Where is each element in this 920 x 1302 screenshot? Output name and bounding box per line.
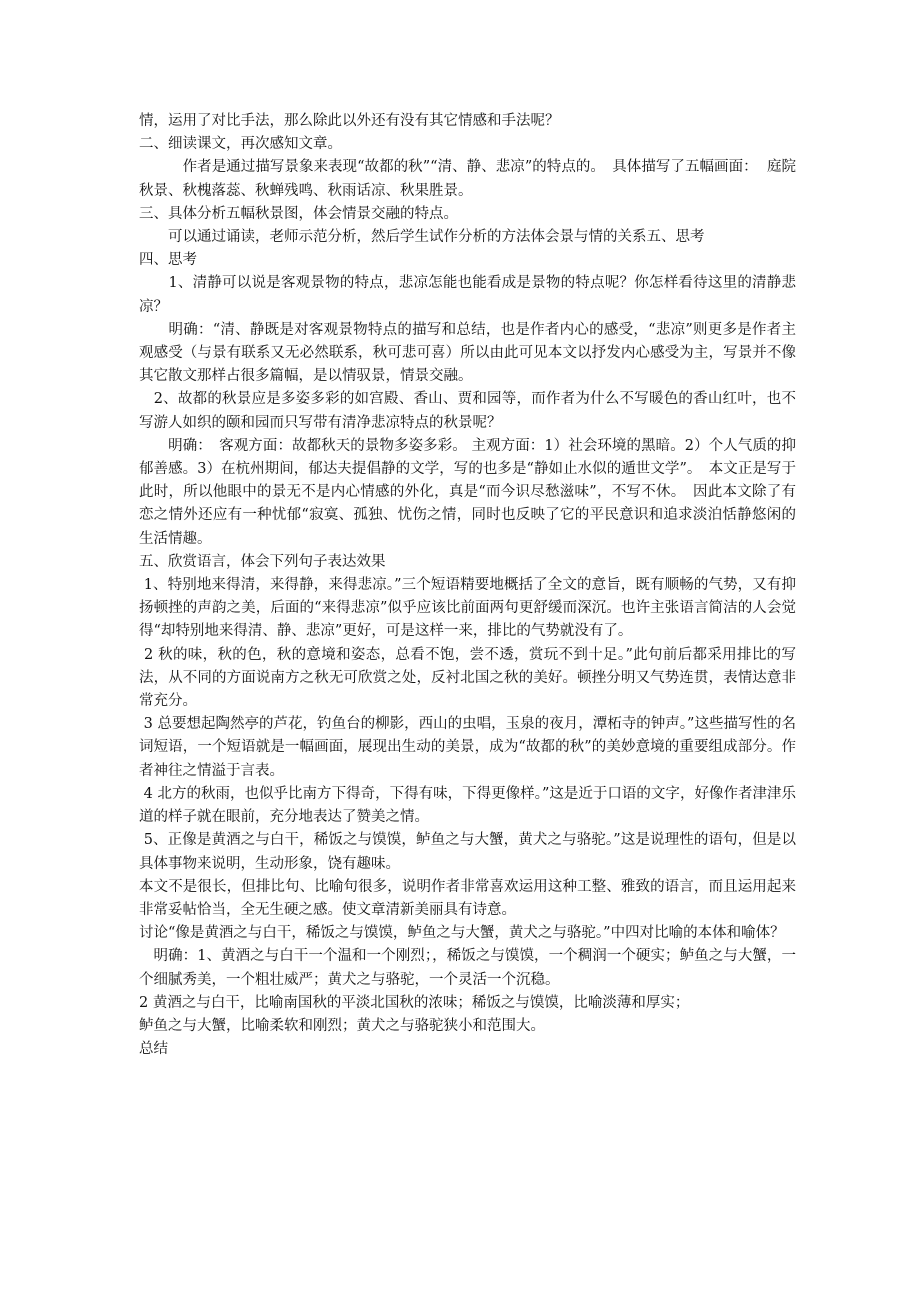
paragraph: 本文不是很长，但排比句、比喻句很多，说明作者非常喜欢运用这种工整、雅致的语言，而且运用起来非常妥帖恰当，全无生硬之感。使文章清新美丽具有诗意。 xyxy=(139,878,796,918)
paragraph: 1、清静可以说是客观景物的特点，悲凉怎能也能看成是景物的特点呢？你怎样看待这里的清静悲凉？ xyxy=(139,275,796,315)
paragraph: 4 北方的秋雨，也似乎比南方下得奇，下得有味，下得更像样。”这是近于口语的文字，好像作者津津乐道的样子就在眼前，充分地表达了赞美之情。 xyxy=(139,785,797,826)
paragraph: 明确：1、黄酒之与白干一个温和一个刚烈；，稀饭之与馍馍，一个稠润一个硬实；鲈鱼之与大蟹，一个细腻秀美，一个粗壮威严；黄犬之与骆驼，一个灵活一个沉稳。 xyxy=(139,948,796,988)
paragraph: 作者是通过描写景象来表现“故都的秋”“清、静、悲凉”的特点的。 具体描写了五幅画面： 庭院秋景、秋槐落蕊、秋蝉残鸣、秋雨话凉、秋果胜景。 xyxy=(139,159,796,199)
paragraph: 1、特别地来得清，来得静，来得悲凉。”三个短语精要地概括了全文的意旨，既有顺畅的气势，又有抑扬顿挫的声韵之美，后面的“来得悲凉”似乎应该比前面两句更舒缓而深沉。也许主张语言简洁的人会觉得“却特别地来得清、静、悲凉”更好，可是这样一来，排比的气势就没有了。 xyxy=(139,577,796,640)
section-heading: 五、欣赏语言，体会下列句子表达效果 xyxy=(139,553,386,570)
section-heading: 二、细读课文，再次感知文章。 xyxy=(139,136,342,153)
paragraph: 讨论“像是黄酒之与白干，稀饭之与馍馍，鲈鱼之与大蟹，黄犬之与骆驼。”中四对比喻的本体和喻体？ xyxy=(139,925,785,942)
paragraph: 3 总要想起陶然亭的芦花，钓鱼台的柳影，西山的虫唱，玉泉的夜月，潭柘寺的钟声。”这些描写性的名词短语，一个短语就是一幅画面，展现出生动的美景，成为“故都的秋”的美妙意境的重要组成部分。作者神往之情溢于言表。 xyxy=(139,716,797,779)
paragraph: 2、故都的秋景应是多姿多彩的如宫殿、香山、贾和园等，而作者为什么不写暖色的香山红叶，也不写游人如织的颐和园而只写带有清净悲凉特点的秋景呢？ xyxy=(139,391,796,431)
section-heading: 总结 xyxy=(139,1041,168,1058)
paragraph: 2 秋的味，秋的色，秋的意境和姿态，总看不饱，尝不透，赏玩不到十足。”此句前后都采用排比的写法，从不同的方面说南方之秋无可欣赏之处，反衬北国之秋的美好。顿挫分明又气势连贯，表情达意非常充分。 xyxy=(139,646,797,710)
paragraph: 2 黄酒之与白干，比喻南国秋的平淡北国秋的浓味；稀饭之与馍馍，比喻淡薄和厚实； xyxy=(139,994,690,1011)
section-heading: 三、具体分析五幅秋景图，体会情景交融的特点。 xyxy=(139,205,458,222)
paragraph: 情，运用了对比手法，那么除此以外还有没有其它情感和手法呢？ xyxy=(139,113,560,129)
section-heading: 四、思考 xyxy=(139,252,197,269)
paragraph: 明确： 客观方面：故都秋天的景物多姿多彩。 主观方面：1）社会环境的黑暗。2）个人气质的抑郁善感。3）在杭州期间，郁达夫提倡静的文学，写的也多是“静如止水似的遁世文学”。 本文正是写于此时，所以他眼中的景无不是内心情感的外化，真是“而今识尽愁滋味”，不写不休。 因此本文除了有恋之情外还应有一种忧郁“寂寞、孤独、忧伤之情，同时也反映了它的平民意识和追求淡泊恬静悠闲的生活情趣。 xyxy=(139,437,796,547)
paragraph: 鲈鱼之与大蟹，比喻柔软和刚烈；黄犬之与骆驼狭小和范围大。 xyxy=(139,1017,545,1034)
paragraph: 5、正像是黄酒之与白干，稀饭之与馍馍，鲈鱼之与大蟹，黄犬之与骆驼。”这是说理性的语句，但是以具体事物来说明，生动形象，饶有趣味。 xyxy=(139,832,796,872)
paragraph: 可以通过诵读，老师示范分析，然后学生试作分析的方法体会景与情的关系五、思考 xyxy=(139,229,705,246)
paragraph: 明确：“清、静既是对客观景物特点的描写和总结，也是作者内心的感受，“悲凉”则更多是作者主观感受（与景有联系又无必然联系，秋可悲可喜）所以由此可见本文以抒发内心感受为主，写景并不像其它散文那样占很多篇幅，是以情驭景，情景交融。 xyxy=(139,321,796,385)
